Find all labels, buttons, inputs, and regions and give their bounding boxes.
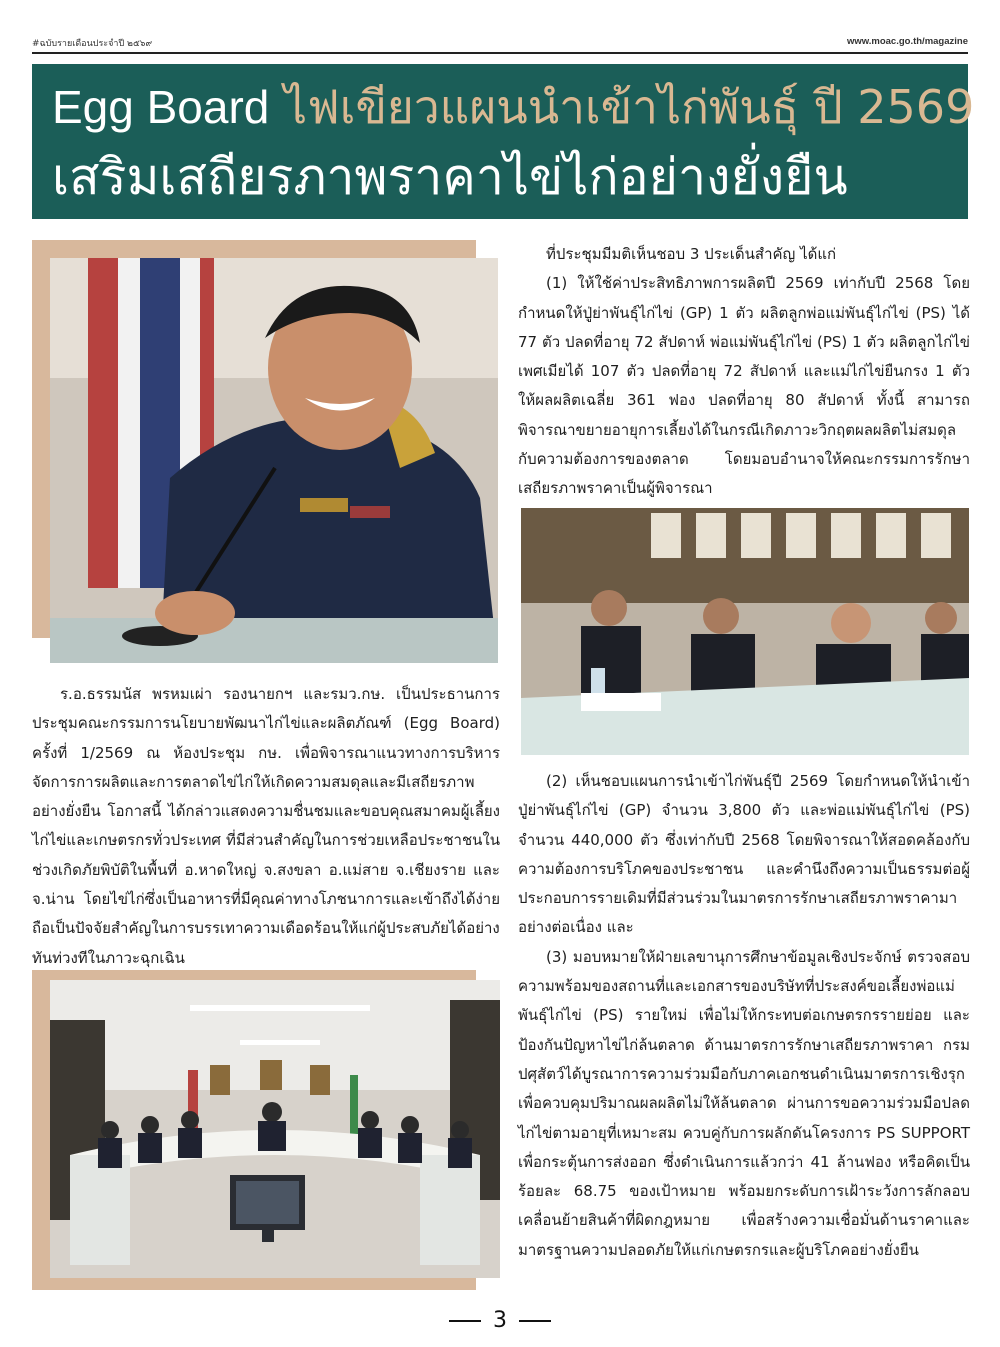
headline <box>52 74 975 140</box>
headline-thai: ไฟเขียวแผนนำเข้าไก่พันธุ์ ปี 2569 <box>284 80 975 134</box>
meeting-top-photo <box>521 508 969 755</box>
magazine-url[interactable]: www.moac.go.th/magazine <box>846 36 968 47</box>
portrait-photo <box>50 258 498 663</box>
page-number: 3 <box>493 1308 507 1333</box>
right-column-top <box>518 240 970 504</box>
title-banner <box>32 64 975 219</box>
resolution-intro: ที่ประชุมมีมติเห็นชอบ 3 ประเด็นสำคัญ ได้แก่ <box>546 245 837 263</box>
page-header <box>32 36 968 52</box>
resolution-point-1: (1) ให้ใช้ค่าประสิทธิภาพการผลิตปี 2569 เท่ากับปี 2568 โดยกำหนดให้ปู่ย่าพันธุ์ไก่ไข่ (GP) 1 ตัว ผลิตลูกพ่อแม่พันธุ์ไก่ไข่ (PS) ได้ 77 ตัว ปลดที่อายุ 72 สัปดาห์ พ่อแม่พันธุ์ไก่ไข่ (PS) 1 ตัว ผลิตลูกไก่ไข่เพศเมียได้ 107 ตัว ปลดที่อายุ 72 สัปดาห์ และแม่ไก่ไข่ยืนกรง 1 ตัว ให้ผลผลิตเฉลี่ย 361 ฟอง ปลดที่อายุ 80 สัปดาห์ ทั้งนี้ สามารถพิจารณาขยายอายุการเลี้ยงได้ในกรณีเกิดภาวะวิกฤตผลผลิตไม่สมดุลกับความต้องการของตลาด โดยมอบอำนาจให้คณะกรรมการรักษาเสถียรภาพราคาเป็นผู้พิจารณา <box>518 274 970 498</box>
meeting-wide-photo <box>50 980 500 1278</box>
footer-dash-left <box>449 1320 481 1322</box>
page-footer <box>0 1306 1000 1336</box>
resolution-point-3: (3) มอบหมายให้ฝ่ายเลขานุการศึกษาข้อมูลเชิงประจักษ์ ตรวจสอบความพร้อมของสถานที่และเอกสารของบริษัทที่ประสงค์ขอเลี้ยงพ่อแม่พันธุ์ไก่ไข่ (PS) รายใหม่ เพื่อไม่ให้กระทบต่อเกษตรกรรายย่อย และป้องกันปัญหาไข่ไก่ล้นตลาด ด้านมาตรการรักษาเสถียรภาพราคา กรมปศุสัตว์ได้บูรณาการความร่วมมือกับภาคเอกชนดำเนินมาตรการเชิงรุกเพื่อควบคุมปริมาณผลผลิตไม่ให้ล้นตลาด ผ่านการขอความร่วมมือปลดไก่ไข่ตามอายุที่เหมาะสม ควบคู่กับการผลักดันโครงการ PS SUPPORT เพื่อกระตุ้นการส่งออก ซึ่งดำเนินการแล้วกว่า 41 ล้านฟอง หรือคิดเป็นร้อยละ 68.75 ของเป้าหมาย พร้อมยกระดับการเฝ้าระวังการลักลอบเคลื่อนย้ายสินค้าที่ผิดกฎหมาย เพื่อสร้างความเชื่อมั่นด้านราคาและมาตรฐานความปลอดภัยให้แก่เกษตรกรและผู้บริโภคอย่างยั่งยืน <box>518 947 970 1259</box>
footer-dash-right <box>519 1320 551 1322</box>
resolution-point-2: (2) เห็นชอบแผนการนำเข้าไก่พันธุ์ปี 2569 โดยกำหนดให้นำเข้าปู่ย่าพันธุ์ไก่ไข่ (GP) จำนวน 3,800 ตัว และพ่อแม่พันธุ์ไก่ไข่ (PS) จำนวน 440,000 ตัว ซึ่งเท่ากับปี 2568 โดยพิจารณาให้สอดคล้องกับความต้องการบริโภคของประชาชน และคำนึงถึงความเป็นธรรมต่อผู้ประกอบการรายเดิมที่มีส่วนร่วมในมาตรการรักษาเสถียรภาพราคามาอย่างต่อเนื่อง และ <box>518 772 970 937</box>
left-column <box>32 680 500 973</box>
right-column-bottom <box>518 767 970 1265</box>
intro-paragraph: ร.อ.ธรรมนัส พรหมเผ่า รองนายกฯ และรมว.กษ. เป็นประธานการประชุมคณะกรรมการนโยบายพัฒนาไก่ไข่และผลิตภัณฑ์ (Egg Board) ครั้งที่ 1/2569 ณ ห้องประชุม กษ. เพื่อพิจารณาแนวทางการบริหารจัดการการผลิตและการตลาดไข่ไก่ให้เกิดความสมดุลและมีเสถียรภาพอย่างยั่งยืน โอกาสนี้ ได้กล่าวแสดงความชื่นชมและขอบคุณสมาคมผู้เลี้ยงไก่ไข่และเกษตรกรทั่วประเทศ ที่มีส่วนสำคัญในการช่วยเหลือประชาชนในช่วงเกิดภัยพิบัติในพื้นที่ อ.หาดใหญ่ จ.สงขลา อ.แม่สาย จ.เชียงราย และ จ.น่าน โดยไข่ไก่ซึ่งเป็นอาหารที่มีคุณค่าทางโภชนาการและเข้าถึงได้ง่าย ถือเป็นปัจจัยสำคัญในการบรรเทาความเดือดร้อนให้แก่ผู้ประสบภัยได้อย่างทันท่วงทีในภาวะฉุกเฉิน <box>32 685 500 967</box>
issue-label: #ฉบับรายเดือนประจำปี ๒๕๖๙ <box>32 39 153 49</box>
subheadline: เสริมเสถียรภาพราคาไข่ไก่อย่างยั่งยืน <box>52 148 848 206</box>
headline-english: Egg Board <box>52 81 270 133</box>
header-divider <box>32 52 968 54</box>
